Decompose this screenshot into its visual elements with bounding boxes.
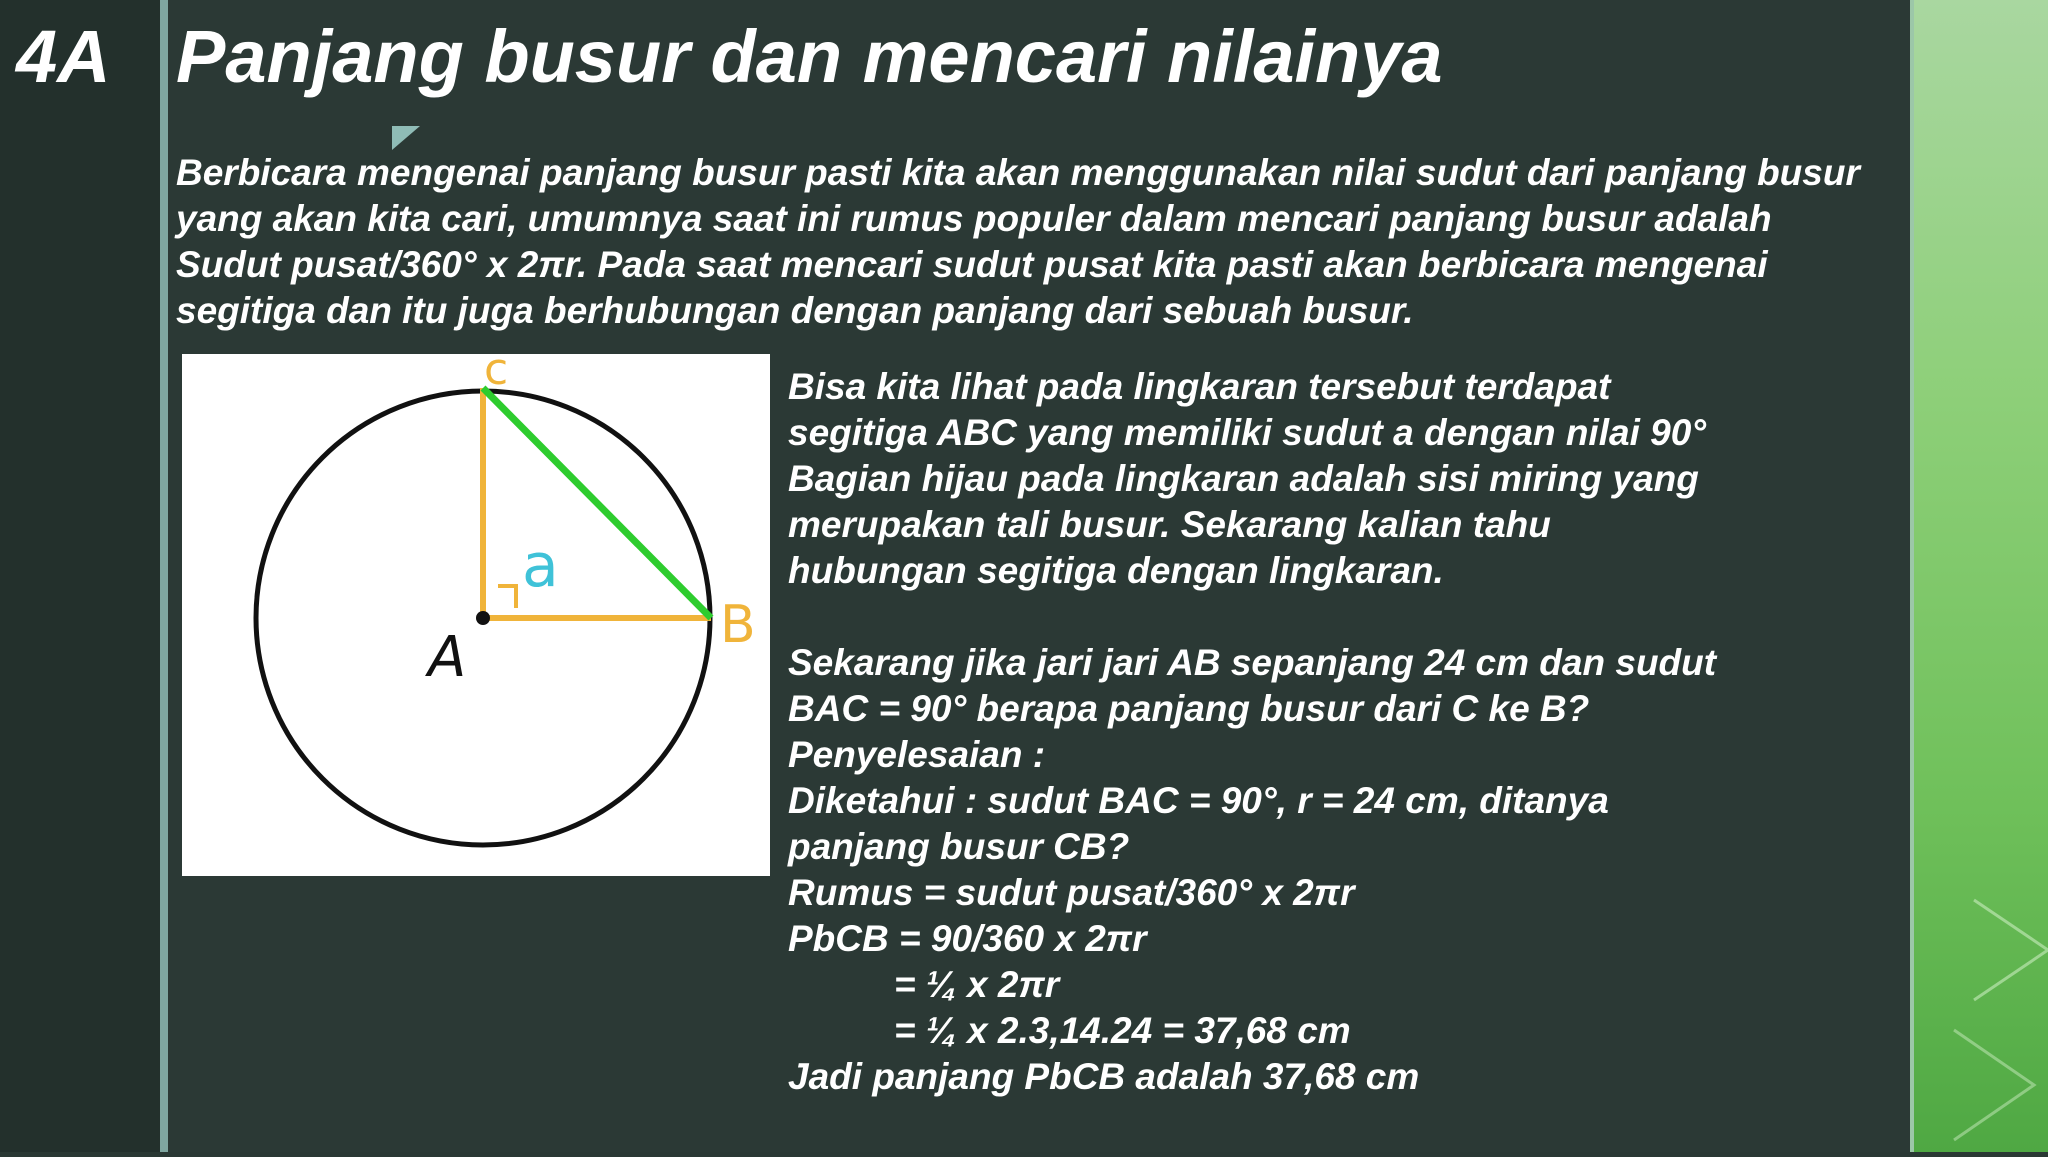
explanation-line: Bagian hijau pada lingkaran adalah sisi miring yang [788,458,1699,499]
intro-line: yang akan kita cari, umumnya saat ini rumus populer dalam mencari panjang busur adalah [176,198,1772,239]
chevron-decoration-icon [1914,0,2048,1152]
circle-diagram [182,354,770,876]
problem-line: Sekarang jika jari jari AB sepanjang 24 cm dan sudut [788,642,1717,683]
label-angle-a: a [522,531,559,601]
problem-line: Diketahui : sudut BAC = 90°, r = 24 cm, ditanya [788,780,1609,821]
corner-marker-icon [392,126,420,150]
label-c: c [484,354,509,395]
conclusion-line: Jadi panjang PbCB adalah 37,68 cm [788,1056,1420,1097]
explanation-line: merupakan tali busur. Sekarang kalian tahu [788,504,1551,545]
slide-title: Panjang busur dan mencari nilainya [176,15,1443,98]
problem-line: Rumus = sudut pusat/360° x 2πr [788,872,1355,913]
left-band [0,0,160,1152]
label-A: A [428,625,467,690]
problem-line: panjang busur CB? [788,826,1130,867]
explanation-line: segitiga ABC yang memiliki sudut a dengan nilai 90° [788,412,1707,453]
section-number: 4A [16,15,111,98]
explanation-block [788,364,1898,1100]
center-point [476,611,490,625]
problem-line: PbCB = 90/360 x 2πr [788,918,1147,959]
calculation-line: = ¼ x 2πr [894,964,1060,1005]
decorative-gradient [1914,0,2048,1152]
label-B: B [720,595,756,655]
blank-line [788,594,1898,640]
problem-line: Penyelesaian : [788,734,1046,775]
left-divider [160,0,168,1152]
intro-paragraph [176,150,1926,334]
intro-line: Sudut pusat/360° x 2πr. Pada saat mencari sudut pusat kita pasti akan berbicara mengenai [176,244,1768,285]
explanation-line: Bisa kita lihat pada lingkaran tersebut terdapat [788,366,1611,407]
circle-figure [182,354,770,876]
explanation-line: hubungan segitiga dengan lingkaran. [788,550,1444,591]
right-angle-mark [498,586,516,608]
intro-line: segitiga dan itu juga berhubungan dengan panjang dari sebuah busur. [176,290,1414,331]
problem-line: BAC = 90° berapa panjang busur dari C ke B? [788,688,1590,729]
calculation-line: = ¼ x 2.3,14.24 = 37,68 cm [894,1010,1351,1051]
intro-line: Berbicara mengenai panjang busur pasti kita akan menggunakan nilai sudut dari panjang busur [176,152,1860,193]
